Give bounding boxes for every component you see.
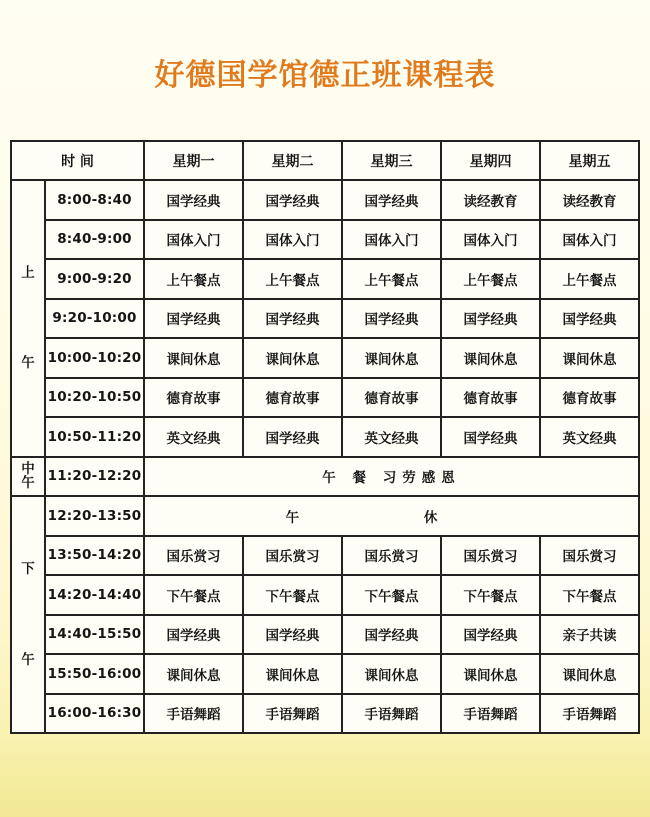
course-cell: 国乐赏习 bbox=[243, 536, 342, 576]
course-cell: 国乐赏习 bbox=[441, 536, 540, 576]
period-noon bbox=[11, 457, 45, 497]
time-cell: 8:00-8:40 bbox=[45, 180, 144, 220]
course-cell: 国学经典 bbox=[243, 180, 342, 220]
period-char: 下 bbox=[21, 561, 35, 578]
course-cell: 国体入门 bbox=[540, 220, 639, 260]
course-cell: 英文经典 bbox=[144, 417, 243, 457]
course-cell: 下午餐点 bbox=[243, 575, 342, 615]
time-cell: 15:50-16:00 bbox=[45, 654, 144, 694]
time-cell: 13:50-14:20 bbox=[45, 536, 144, 576]
table-row bbox=[11, 417, 639, 457]
course-cell: 课间休息 bbox=[144, 338, 243, 378]
time-cell: 10:20-10:50 bbox=[45, 378, 144, 418]
course-cell: 国学经典 bbox=[441, 417, 540, 457]
day-header: 星期五 bbox=[540, 141, 639, 180]
course-cell: 德育故事 bbox=[144, 378, 243, 418]
course-cell: 亲子共读 bbox=[540, 615, 639, 655]
period-afternoon bbox=[11, 496, 45, 733]
course-cell: 国学经典 bbox=[342, 615, 441, 655]
table-row bbox=[11, 615, 639, 655]
day-header: 星期三 bbox=[342, 141, 441, 180]
table-row bbox=[11, 496, 639, 536]
course-cell: 读经教育 bbox=[540, 180, 639, 220]
course-cell: 读经教育 bbox=[441, 180, 540, 220]
table-row bbox=[11, 299, 639, 339]
time-header: 时 间 bbox=[11, 141, 144, 180]
course-cell: 国学经典 bbox=[243, 615, 342, 655]
course-cell: 国学经典 bbox=[144, 180, 243, 220]
course-cell: 德育故事 bbox=[243, 378, 342, 418]
course-cell: 课间休息 bbox=[441, 654, 540, 694]
course-cell: 德育故事 bbox=[342, 378, 441, 418]
course-cell: 国学经典 bbox=[441, 299, 540, 339]
course-cell: 国学经典 bbox=[243, 299, 342, 339]
course-cell: 下午餐点 bbox=[441, 575, 540, 615]
course-cell: 课间休息 bbox=[342, 654, 441, 694]
course-cell: 国乐赏习 bbox=[144, 536, 243, 576]
table-row bbox=[11, 694, 639, 734]
period-char: 午 bbox=[21, 355, 35, 372]
period-morning bbox=[11, 180, 45, 457]
course-schedule-table bbox=[10, 140, 640, 734]
table-row bbox=[11, 220, 639, 260]
course-cell: 上午餐点 bbox=[540, 259, 639, 299]
course-cell: 下午餐点 bbox=[144, 575, 243, 615]
course-cell: 英文经典 bbox=[540, 417, 639, 457]
course-cell: 手语舞蹈 bbox=[144, 694, 243, 734]
bottom-background-haze bbox=[0, 740, 650, 817]
course-cell: 国体入门 bbox=[441, 220, 540, 260]
table-row bbox=[11, 575, 639, 615]
table-row bbox=[11, 654, 639, 694]
time-cell: 11:20-12:20 bbox=[45, 457, 144, 497]
table-row bbox=[11, 338, 639, 378]
course-cell: 上午餐点 bbox=[441, 259, 540, 299]
day-header: 星期二 bbox=[243, 141, 342, 180]
course-cell: 上午餐点 bbox=[144, 259, 243, 299]
table-row bbox=[11, 536, 639, 576]
time-cell: 12:20-13:50 bbox=[45, 496, 144, 536]
table-row bbox=[11, 180, 639, 220]
table-row bbox=[11, 378, 639, 418]
course-cell: 国体入门 bbox=[243, 220, 342, 260]
course-cell: 德育故事 bbox=[441, 378, 540, 418]
course-cell: 课间休息 bbox=[342, 338, 441, 378]
course-cell: 手语舞蹈 bbox=[342, 694, 441, 734]
time-cell: 10:00-10:20 bbox=[45, 338, 144, 378]
time-cell: 9:20-10:00 bbox=[45, 299, 144, 339]
time-cell: 14:40-15:50 bbox=[45, 615, 144, 655]
course-cell: 课间休息 bbox=[144, 654, 243, 694]
period-char: 上 bbox=[21, 265, 35, 281]
course-cell: 手语舞蹈 bbox=[540, 694, 639, 734]
course-cell: 下午餐点 bbox=[342, 575, 441, 615]
course-cell: 英文经典 bbox=[342, 417, 441, 457]
course-cell: 下午餐点 bbox=[540, 575, 639, 615]
course-cell: 课间休息 bbox=[441, 338, 540, 378]
page-title: 好德国学馆德正班课程表 bbox=[154, 58, 496, 93]
course-cell: 课间休息 bbox=[243, 654, 342, 694]
course-cell: 课间休息 bbox=[540, 654, 639, 694]
day-header: 星期一 bbox=[144, 141, 243, 180]
course-cell: 课间休息 bbox=[243, 338, 342, 378]
time-cell: 10:50-11:20 bbox=[45, 417, 144, 457]
course-cell: 国乐赏习 bbox=[540, 536, 639, 576]
course-cell: 手语舞蹈 bbox=[243, 694, 342, 734]
course-cell: 国学经典 bbox=[342, 180, 441, 220]
table-row bbox=[11, 259, 639, 299]
table-row bbox=[11, 457, 639, 497]
course-cell: 国学经典 bbox=[144, 299, 243, 339]
course-cell: 上午餐点 bbox=[342, 259, 441, 299]
header-row bbox=[11, 141, 639, 180]
course-cell: 国体入门 bbox=[342, 220, 441, 260]
period-char: 午 bbox=[21, 475, 35, 492]
course-cell: 上午餐点 bbox=[243, 259, 342, 299]
course-cell: 国学经典 bbox=[441, 615, 540, 655]
course-cell: 国学经典 bbox=[342, 299, 441, 339]
course-cell: 国体入门 bbox=[144, 220, 243, 260]
course-cell: 手语舞蹈 bbox=[441, 694, 540, 734]
course-cell: 德育故事 bbox=[540, 378, 639, 418]
nap-cell: 午 休 bbox=[144, 496, 639, 536]
day-header: 星期四 bbox=[441, 141, 540, 180]
time-cell: 9:00-9:20 bbox=[45, 259, 144, 299]
time-cell: 16:00-16:30 bbox=[45, 694, 144, 734]
course-cell: 国学经典 bbox=[243, 417, 342, 457]
course-cell: 国学经典 bbox=[144, 615, 243, 655]
course-cell: 课间休息 bbox=[540, 338, 639, 378]
period-char: 午 bbox=[21, 651, 35, 668]
lunch-cell: 午 餐 习劳感恩 bbox=[144, 457, 639, 497]
course-cell: 国学经典 bbox=[540, 299, 639, 339]
course-cell: 国乐赏习 bbox=[342, 536, 441, 576]
period-char: 中 bbox=[21, 461, 35, 478]
time-cell: 14:20-14:40 bbox=[45, 575, 144, 615]
time-cell: 8:40-9:00 bbox=[45, 220, 144, 260]
